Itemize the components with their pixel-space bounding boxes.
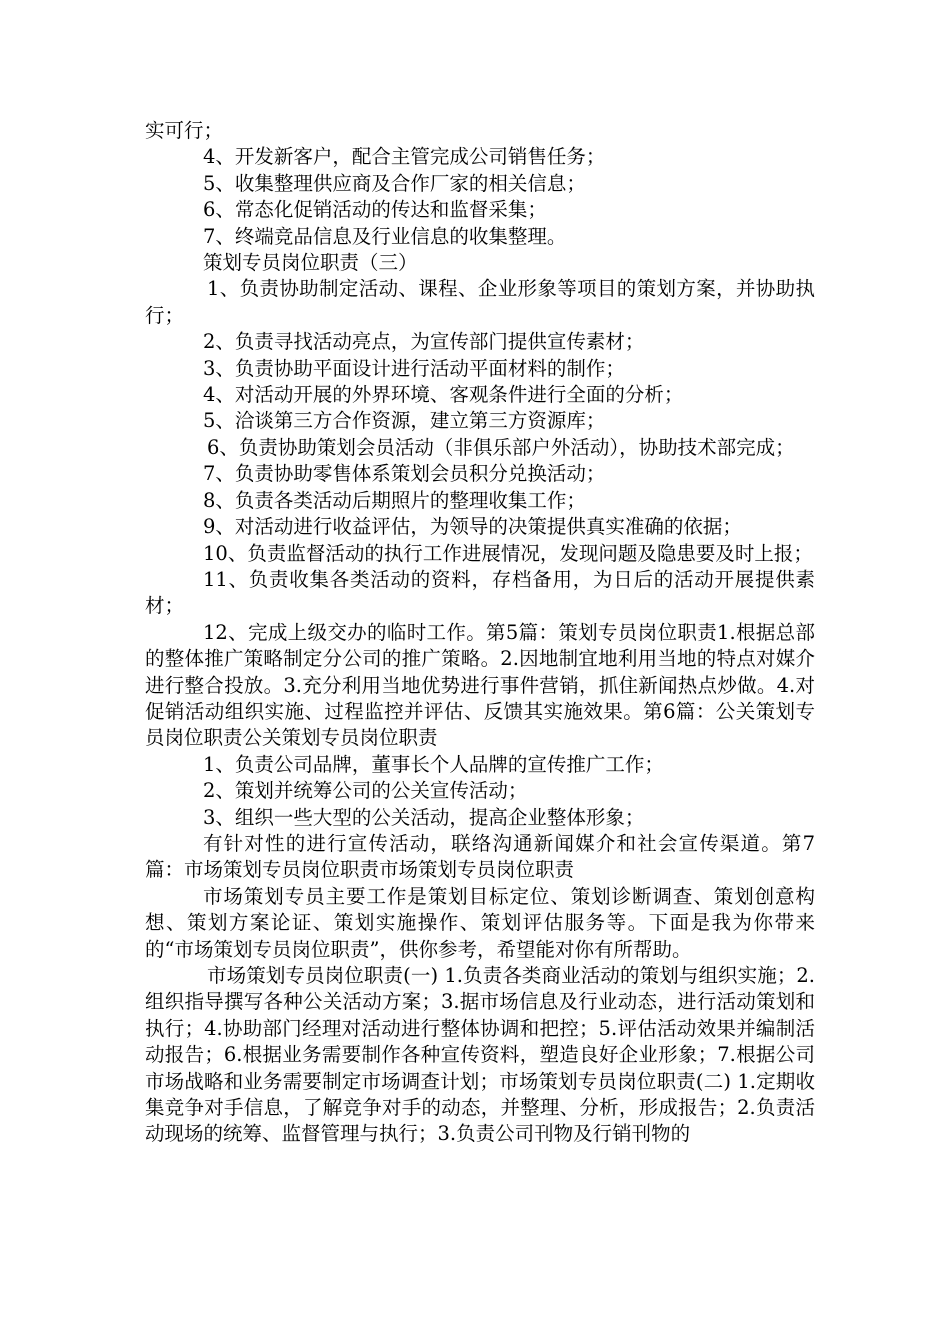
paragraph: 市场策划专员岗位职责(一) 1.负责各类商业活动的策划与组织实施；2.组织指导撰写各种公关活动方案；3.据市场信息及行业动态，进行活动策划和执行；4.协助部门经理对活动进行整体协调和把控；5.评估活动效果并编制活动报告；6.根据业务需要制作各种宣传资料，塑造良好企业形象；7.根据公司市场战略和业务需要制定市场调查计划；市场策划专员岗位职责(二) 1.定期收集竞争对手信息，了解竞争对手的动态，并整理、分析，形成报告；2.负责活动现场的统筹、监督管理与执行；3.负责公司刊物及行销刊物的 bbox=[145, 964, 815, 1146]
paragraph: 4、开发新客户，配合主管完成公司销售任务； bbox=[203, 145, 606, 169]
document-body bbox=[145, 118, 815, 1148]
paragraph: 3、负责协助平面设计进行活动平面材料的制作； bbox=[203, 356, 625, 380]
paragraph: 9、对活动进行收益评估，为领导的决策提供真实准确的依据； bbox=[203, 515, 742, 539]
paragraph: 实可行； bbox=[145, 119, 224, 142]
paragraph: 6、负责协助策划会员活动（非俱乐部户外活动），协助技术部完成； bbox=[207, 435, 795, 459]
paragraph: 1、负责协助制定活动、课程、企业形象等项目的策划方案，并协助执行； bbox=[145, 277, 815, 327]
paragraph: 有针对性的进行宣传活动，联络沟通新闻媒介和社会宣传渠道。第7篇：市场策划专员岗位职责市场策划专员岗位职责 bbox=[145, 831, 815, 882]
paragraph: 1、负责公司品牌，董事长个人品牌的宣传推广工作； bbox=[203, 752, 664, 776]
paragraph: 5、收集整理供应商及合作厂家的相关信息； bbox=[203, 171, 586, 195]
paragraph: 11、负责收集各类活动的资料，存档备用，为日后的活动开展提供素材； bbox=[145, 567, 815, 618]
paragraph: 3、组织一些大型的公关活动，提高企业整体形象； bbox=[203, 805, 645, 829]
paragraph: 5、洽谈第三方合作资源，建立第三方资源库； bbox=[203, 409, 606, 433]
paragraph: 2、负责寻找活动亮点，为宣传部门提供宣传素材； bbox=[203, 330, 645, 354]
section-heading: 策划专员岗位职责（三） bbox=[203, 251, 418, 275]
paragraph: 10、负责监督活动的执行工作进展情况，发现问题及隐患要及时上报； bbox=[203, 541, 813, 565]
paragraph: 4、对活动开展的外界环境、客观条件进行全面的分析； bbox=[203, 383, 684, 407]
paragraph: 8、负责各类活动后期照片的整理收集工作； bbox=[203, 488, 586, 512]
paragraph: 12、完成上级交办的临时工作。第5篇：策划专员岗位职责1.根据总部的整体推广策略制定分公司的推广策略。2.因地制宜地利用当地的特点对媒介进行整合投放。3.充分利用当地优势进行事件营销，抓住新闻热点炒做。4.对促销活动组织实施、过程监控并评估、反馈其实施效果。第6篇：公关策划专员岗位职责公关策划专员岗位职责 bbox=[145, 620, 815, 750]
paragraph: 7、终端竞品信息及行业信息的收集整理。 bbox=[203, 224, 567, 248]
paragraph: 7、负责协助零售体系策划会员积分兑换活动； bbox=[203, 462, 606, 486]
paragraph: 6、常态化促销活动的传达和监督采集； bbox=[203, 198, 547, 222]
paragraph: 市场策划专员主要工作是策划目标定位、策划诊断调查、策划创意构想、策划方案论证、策划实施操作、策划评估服务等。下面是我为你带来的“市场策划专员岗位职责”，供你参考，希望能对你有所帮助。 bbox=[145, 884, 815, 961]
paragraph: 2、策划并统筹公司的公关宣传活动； bbox=[203, 779, 528, 803]
